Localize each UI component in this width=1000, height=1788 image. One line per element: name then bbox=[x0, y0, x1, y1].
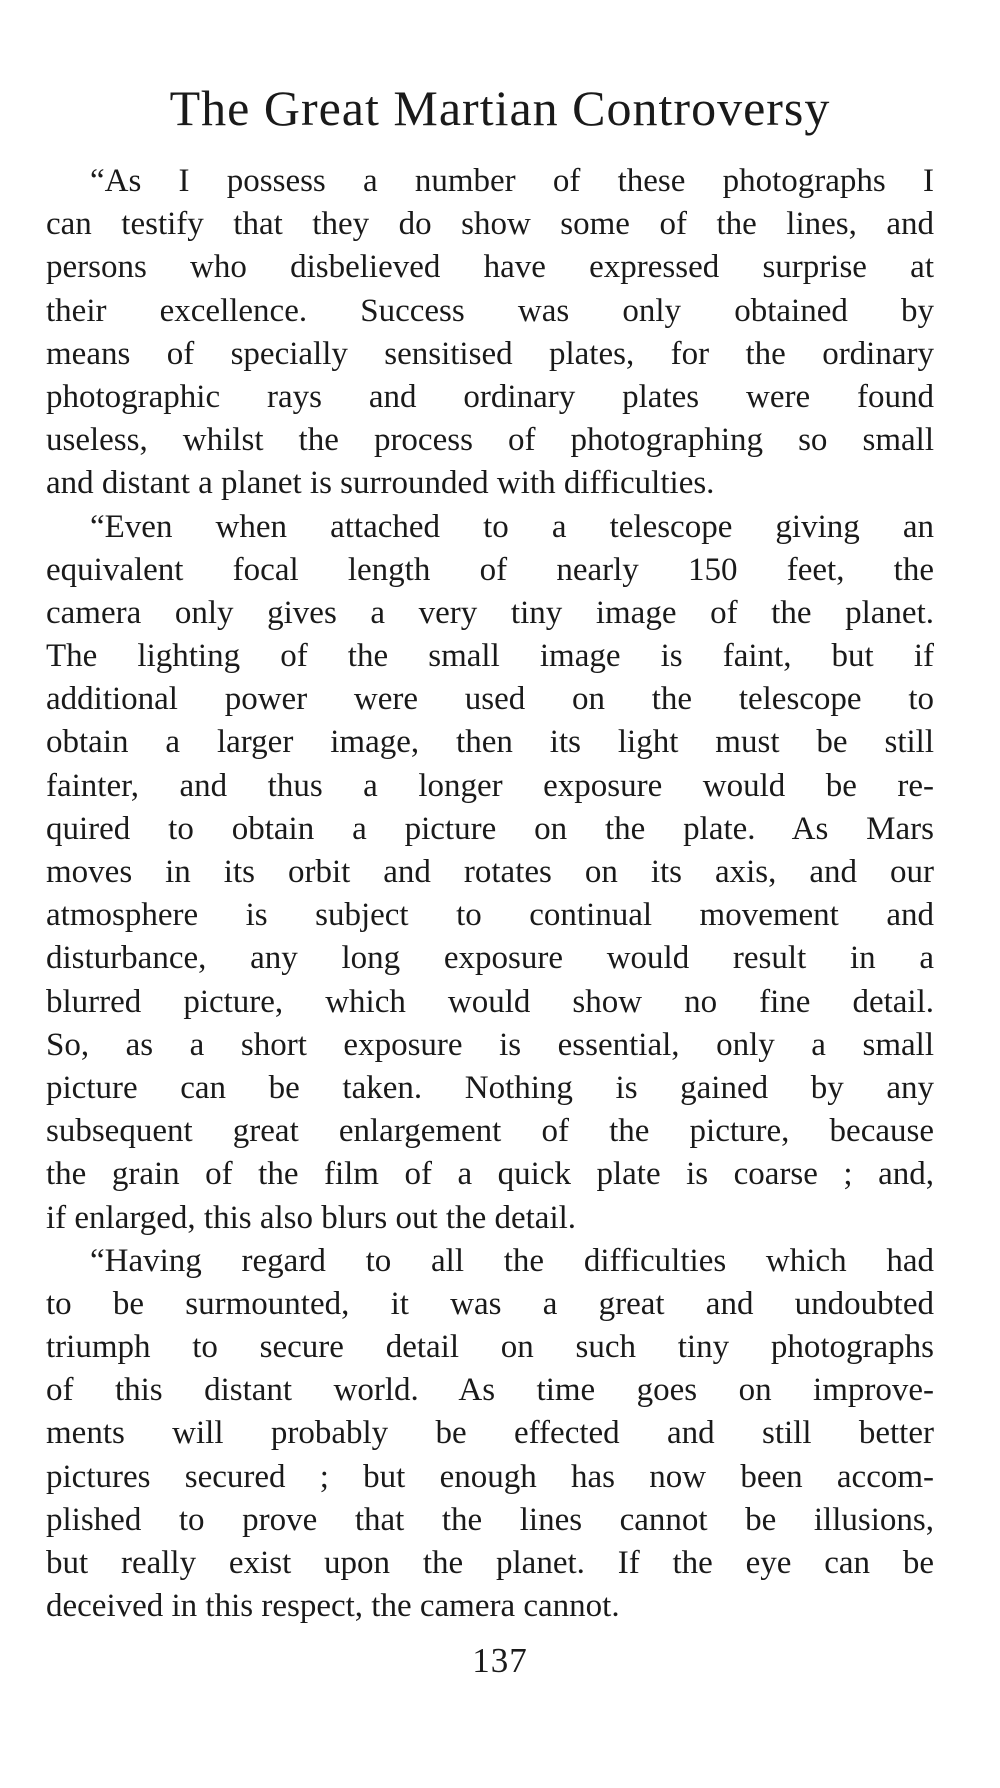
text-line: photographic rays and ordinary plates were found bbox=[46, 378, 934, 415]
text-line: but really exist upon the planet. If the eye can be bbox=[46, 1545, 934, 1581]
text-line: means of specially sensitised plates, for the ordinary bbox=[46, 335, 934, 372]
text-line: and distant a planet is surrounded with difficulties. bbox=[46, 465, 715, 502]
text-line: if enlarged, this also blurs out the detail. bbox=[46, 1199, 577, 1236]
body-text bbox=[46, 160, 934, 1628]
text-line: disturbance, any long exposure would result in a bbox=[46, 940, 934, 977]
text-line: equivalent focal length of nearly 150 feet, the bbox=[46, 551, 934, 588]
text-line: camera only gives a very tiny image of the planet. bbox=[46, 594, 934, 631]
text-line: “Having regard to all the difficulties which had bbox=[90, 1242, 934, 1279]
paragraph bbox=[46, 506, 934, 1240]
text-line: ments will probably be effected and still better bbox=[46, 1415, 934, 1452]
text-line: to be surmounted, it was a great and undoubted bbox=[46, 1285, 934, 1322]
text-line: subsequent great enlargement of the picture, because bbox=[46, 1113, 934, 1150]
text-line: quired to obtain a picture on the plate. As Mars bbox=[46, 810, 934, 847]
text-line: The lighting of the small image is faint, but if bbox=[46, 638, 934, 675]
text-line: triumph to secure detail on such tiny photographs bbox=[46, 1329, 934, 1366]
text-line: obtain a larger image, then its light must be still bbox=[46, 724, 934, 761]
page-number: 137 bbox=[472, 1641, 528, 1680]
text-line: plished to prove that the lines cannot be illusions, bbox=[46, 1501, 934, 1538]
text-line: persons who disbelieved have expressed surprise at bbox=[46, 249, 934, 286]
text-line: of this distant world. As time goes on improve- bbox=[46, 1372, 934, 1409]
paragraph bbox=[46, 1240, 934, 1629]
text-line: pictures secured ; but enough has now been accom- bbox=[46, 1458, 934, 1495]
text-line: blurred picture, which would show no fine detail. bbox=[46, 983, 934, 1020]
text-line: moves in its orbit and rotates on its axis, and our bbox=[46, 854, 934, 890]
text-line: fainter, and thus a longer exposure would be re- bbox=[46, 767, 934, 804]
paragraph bbox=[46, 160, 934, 506]
text-line: “As I possess a number of these photographs I bbox=[90, 163, 934, 199]
text-line: can testify that they do show some of the lines, and bbox=[46, 206, 934, 243]
text-line: the grain of the film of a quick plate is coarse ; and, bbox=[46, 1156, 934, 1193]
text-line: additional power were used on the telescope to bbox=[46, 681, 934, 718]
text-line: So, as a short exposure is essential, only a small bbox=[46, 1026, 934, 1063]
text-line: useless, whilst the process of photographing so small bbox=[46, 422, 934, 459]
text-line: their excellence. Success was only obtained by bbox=[46, 292, 934, 329]
text-line: “Even when attached to a telescope giving an bbox=[90, 508, 934, 545]
text-line: picture can be taken. Nothing is gained by any bbox=[46, 1069, 934, 1106]
text-line: atmosphere is subject to continual movement and bbox=[46, 897, 934, 934]
text-line: deceived in this respect, the camera cannot. bbox=[46, 1588, 620, 1625]
running-head: The Great Martian Controversy bbox=[169, 80, 831, 136]
